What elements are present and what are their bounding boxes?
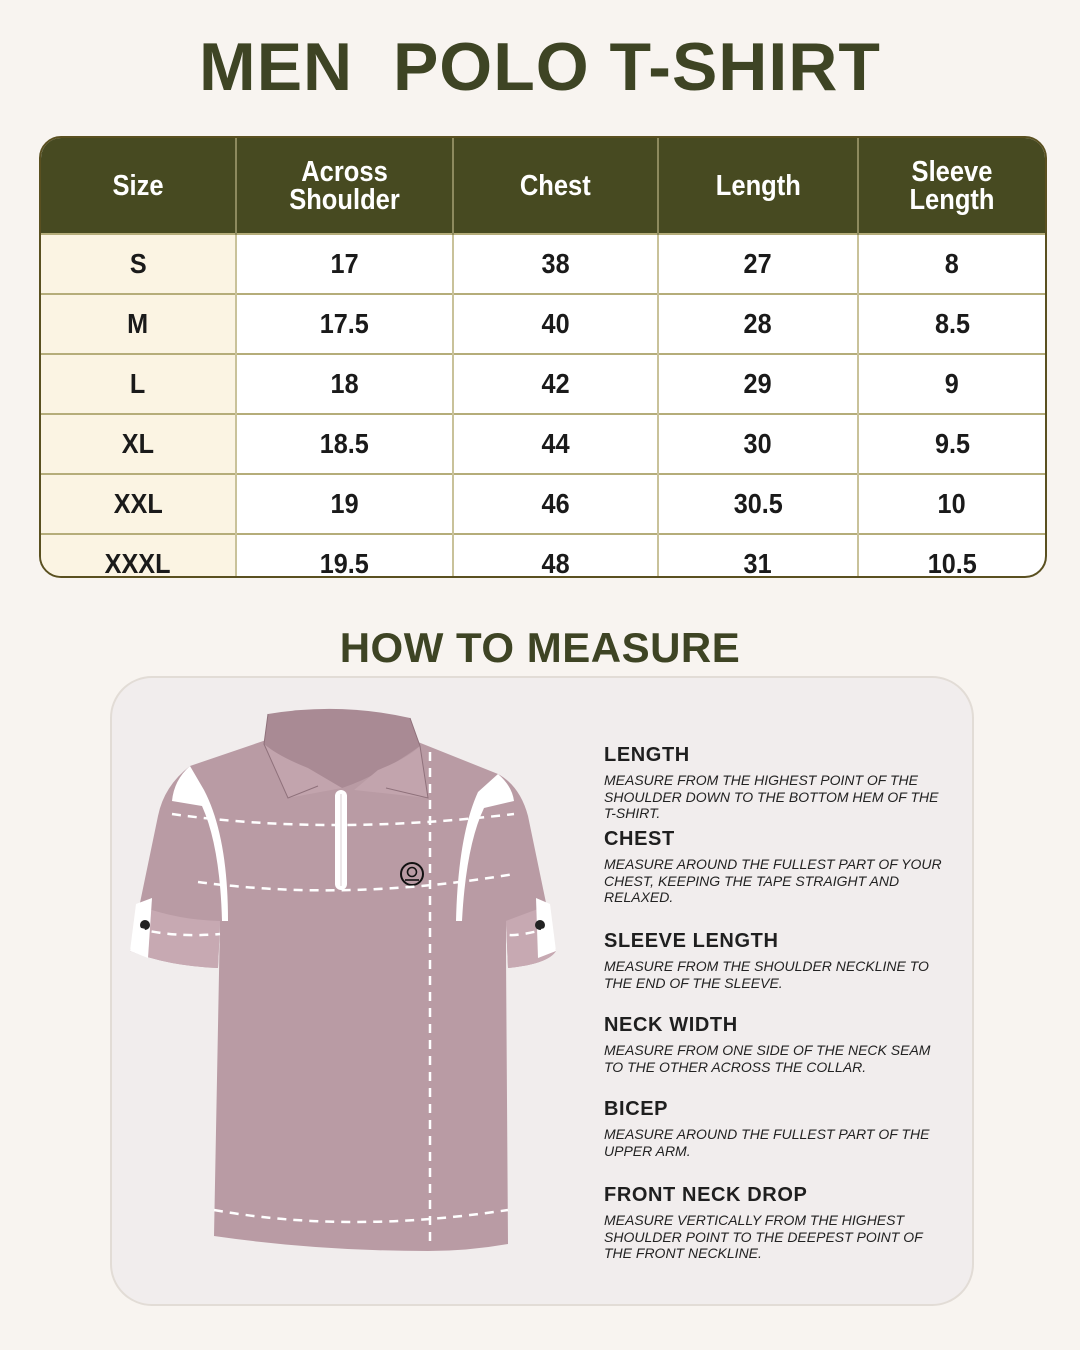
header-length: Length	[658, 138, 858, 234]
cell-size: L	[41, 354, 236, 414]
cell-length: 30.5	[658, 474, 858, 534]
cell-chest: 46	[453, 474, 658, 534]
cell-length: 28	[658, 294, 858, 354]
cell-across-shoulder: 18.5	[236, 414, 453, 474]
measure-guide-description: MEASURE FROM THE HIGHEST POINT OF THE SHOULDER DOWN TO THE BOTTOM HEM OF THE T-SHIRT.	[604, 772, 939, 821]
cell-size: S	[41, 234, 236, 294]
cell-length: 30	[658, 414, 858, 474]
cell-chest: 48	[453, 534, 658, 578]
measure-guide-title: SLEEVE LENGTH	[604, 930, 779, 952]
polo-shirt-illustration	[128, 706, 558, 1266]
page-title: MEN POLO T-SHIRT	[199, 29, 881, 105]
measure-guide-title: NECK WIDTH	[604, 1014, 738, 1036]
cell-sleeve-length: 8	[858, 234, 1045, 294]
cell-sleeve-length: 9	[858, 354, 1045, 414]
table-header-row	[41, 138, 1045, 234]
cell-size: M	[41, 294, 236, 354]
table-row	[41, 234, 1045, 294]
cell-sleeve-length: 10.5	[858, 534, 1045, 578]
table-row	[41, 474, 1045, 534]
cell-chest: 38	[453, 234, 658, 294]
measure-guide-title: FRONT NECK DROP	[604, 1184, 808, 1206]
cell-sleeve-length: 9.5	[858, 414, 1045, 474]
cell-chest: 44	[453, 414, 658, 474]
table-row	[41, 354, 1045, 414]
cell-across-shoulder: 17.5	[236, 294, 453, 354]
measure-guide-title: BICEP	[604, 1098, 669, 1120]
measure-guide-item	[604, 930, 944, 991]
cell-length: 31	[658, 534, 858, 578]
cell-sleeve-length: 10	[858, 474, 1045, 534]
cell-across-shoulder: 18	[236, 354, 453, 414]
measure-guide-description: MEASURE FROM THE SHOULDER NECKLINE TO THE END OF THE SLEEVE.	[604, 958, 929, 991]
header-chest: Chest	[453, 138, 658, 234]
header-across-shoulder: Across Shoulder	[236, 138, 453, 234]
size-chart-table	[39, 136, 1047, 578]
cell-sleeve-length: 8.5	[858, 294, 1045, 354]
cell-across-shoulder: 19	[236, 474, 453, 534]
measure-guide-description: MEASURE FROM ONE SIDE OF THE NECK SEAM TO THE OTHER ACROSS THE COLLAR.	[604, 1042, 931, 1075]
header-sleeve-length: Sleeve Length	[858, 138, 1045, 234]
cell-across-shoulder: 19.5	[236, 534, 453, 578]
cell-chest: 40	[453, 294, 658, 354]
cell-size: XXL	[41, 474, 236, 534]
cell-chest: 42	[453, 354, 658, 414]
cell-length: 29	[658, 354, 858, 414]
cell-length: 27	[658, 234, 858, 294]
measure-guide-item	[604, 1014, 944, 1075]
measure-guide-item	[604, 828, 944, 906]
measure-guide-title: LENGTH	[604, 744, 690, 766]
how-to-measure-heading: HOW TO MEASURE	[339, 624, 741, 671]
cell-size: XL	[41, 414, 236, 474]
measure-guide-title: CHEST	[604, 828, 675, 850]
measure-guide-item	[604, 1184, 944, 1262]
measure-guide-description: MEASURE VERTICALLY FROM THE HIGHEST SHOULDER POINT TO THE DEEPEST POINT OF THE FRONT NECKLINE.	[604, 1212, 923, 1261]
table-row	[41, 414, 1045, 474]
header-size: Size	[41, 138, 236, 234]
measure-guide-item	[604, 744, 944, 822]
measure-guide-description: MEASURE AROUND THE FULLEST PART OF THE UPPER ARM.	[604, 1126, 930, 1159]
table-row	[41, 534, 1045, 578]
measure-guide-description: MEASURE AROUND THE FULLEST PART OF YOUR CHEST, KEEPING THE TAPE STRAIGHT AND RELAXED.	[604, 856, 942, 905]
measure-guide-item	[604, 1098, 944, 1159]
table-row	[41, 294, 1045, 354]
cell-size: XXXL	[41, 534, 236, 578]
cell-across-shoulder: 17	[236, 234, 453, 294]
